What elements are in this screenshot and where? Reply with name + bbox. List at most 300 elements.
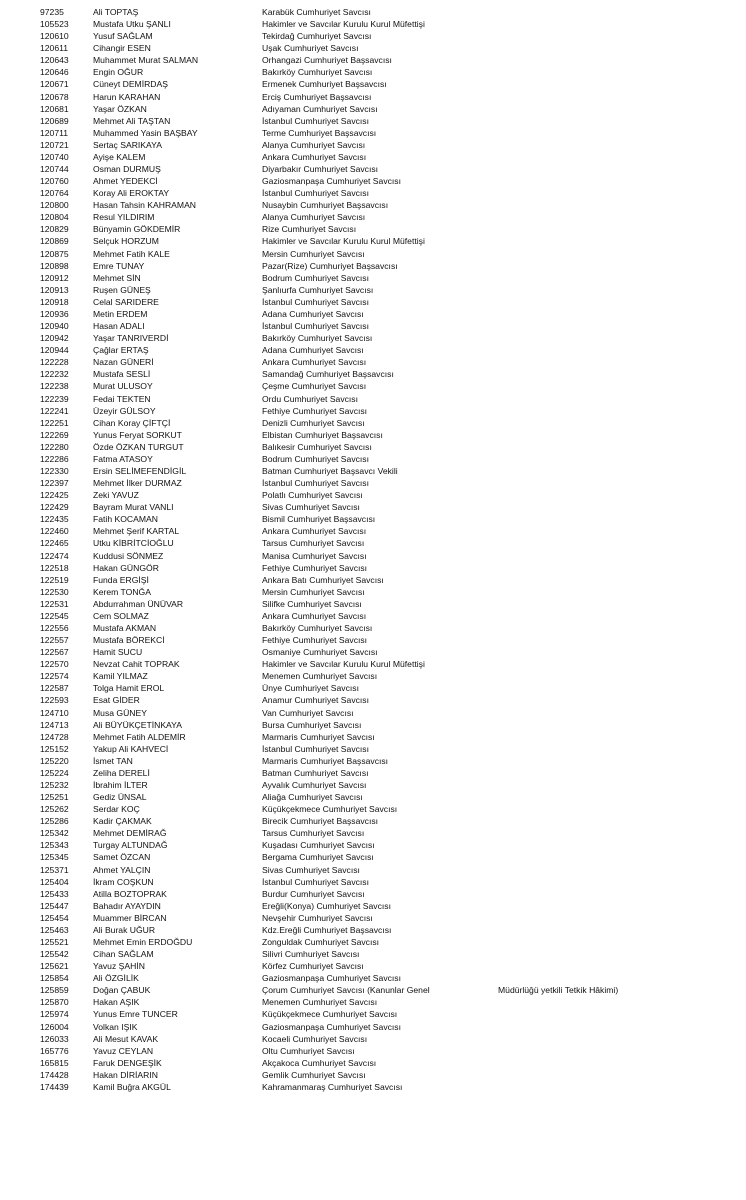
position-title: Terme Cumhuriyet Başsavcısı [262, 127, 377, 138]
list-item [0, 477, 746, 489]
position-title: Mersin Cumhuriyet Savcısı [262, 248, 365, 259]
registry-number: 122530 [40, 586, 69, 597]
person-name: Sertaç SARIKAYA [93, 139, 162, 150]
position-title: Pazar(Rize) Cumhuriyet Başsavcısı [262, 260, 398, 271]
registry-number: 122570 [40, 659, 69, 670]
person-name: Tolga Hamit EROL [93, 683, 165, 694]
position-title: Osmaniye Cumhuriyet Savcısı [262, 647, 378, 658]
registry-number: 122228 [40, 357, 69, 368]
person-name: Funda ERGİŞİ [93, 574, 149, 585]
position-title: Batman Cumhuriyet Savcısı [262, 767, 369, 778]
list-item [0, 66, 746, 78]
person-name: Fatma ATASOY [93, 453, 153, 464]
registry-number: 125621 [40, 961, 69, 972]
person-name: Yavuz CEYLAN [93, 1045, 154, 1056]
list-item [0, 368, 746, 380]
list-item [0, 284, 746, 296]
list-item [0, 501, 746, 513]
list-item [0, 815, 746, 827]
position-title: Alanya Cumhuriyet Savcısı [262, 139, 366, 150]
person-name: Mehmet Fatih KALE [93, 248, 170, 259]
list-item [0, 731, 746, 743]
person-name: Mustafa BÖREKCİ [93, 635, 165, 646]
person-name: Samet ÖZCAN [93, 852, 151, 863]
person-name: Ruşen GÜNEŞ [93, 284, 151, 295]
list-item [0, 175, 746, 187]
registry-number: 120940 [40, 321, 69, 332]
list-item [0, 296, 746, 308]
list-item [0, 682, 746, 694]
list-item [0, 646, 746, 658]
person-name: Serdar KOÇ [93, 804, 140, 815]
list-item [0, 54, 746, 66]
list-item [0, 18, 746, 30]
person-name: Mustafa Utku ŞANLI [93, 19, 171, 30]
person-name: Fedai TEKTEN [93, 393, 151, 404]
registry-number: 120875 [40, 248, 69, 259]
registry-number: 122531 [40, 598, 69, 609]
list-item [0, 586, 746, 598]
position-title: Anamur Cumhuriyet Savcısı [262, 695, 369, 706]
person-name: Ahmet YALÇIN [93, 864, 151, 875]
person-name: Cihan SAĞLAM [93, 949, 154, 960]
list-item [0, 260, 746, 272]
list-item [0, 864, 746, 876]
position-title: Gemlik Cumhuriyet Savcısı [262, 1069, 366, 1080]
position-title: Fethiye Cumhuriyet Savcısı [262, 635, 368, 646]
registry-number: 174439 [40, 1081, 69, 1092]
registry-number: 125454 [40, 912, 69, 923]
position-title: İstanbul Cumhuriyet Savcısı [262, 321, 369, 332]
person-name: Cem SOLMAZ [93, 610, 149, 621]
registry-number: 120740 [40, 151, 69, 162]
position-title: Ermenek Cumhuriyet Başsavcısı [262, 79, 387, 90]
person-name: Yunus Emre TUNCER [93, 1009, 178, 1020]
list-item [0, 380, 746, 392]
position-title: Burdur Cumhuriyet Savcısı [262, 888, 365, 899]
list-item [0, 839, 746, 851]
position-title: Polatlı Cumhuriyet Savcısı [262, 490, 363, 501]
position-title: Körfez Cumhuriyet Savcısı [262, 961, 364, 972]
registry-number: 120913 [40, 284, 69, 295]
person-name: Mehmet Fatih ALDEMİR [93, 731, 186, 742]
registry-number: 165815 [40, 1057, 69, 1068]
list-item [0, 803, 746, 815]
person-name: Murat ULUSOY [93, 381, 153, 392]
person-name: Zeliha DERELİ [93, 767, 150, 778]
position-title: Oltu Cumhuriyet Savcısı [262, 1045, 355, 1056]
list-item [0, 562, 746, 574]
person-name: Atilla BOZTOPRAK [93, 888, 167, 899]
list-item [0, 453, 746, 465]
position-title: Adana Cumhuriyet Savcısı [262, 345, 364, 356]
person-name: Hakan GÜNGÖR [93, 562, 159, 573]
position-title: Bakırköy Cumhuriyet Savcısı [262, 333, 373, 344]
person-name: Bünyamin GÖKDEMİR [93, 224, 181, 235]
registry-number: 122238 [40, 381, 69, 392]
position-title: Hakimler ve Savcılar Kurulu Kurul Müfettişi [262, 236, 425, 247]
list-item [0, 248, 746, 260]
list-item [0, 537, 746, 549]
list-item [0, 356, 746, 368]
person-name: Mustafa SESLİ [93, 369, 151, 380]
registry-number: 120681 [40, 103, 69, 114]
position-title: Nevşehir Cumhuriyet Savcısı [262, 912, 373, 923]
position-title: İstanbul Cumhuriyet Savcısı [262, 478, 369, 489]
position-title: Ankara Cumhuriyet Savcısı [262, 526, 367, 537]
position-title: Denizli Cumhuriyet Savcısı [262, 417, 365, 428]
person-name: İkram COŞKUN [93, 876, 154, 887]
person-name: Ali TOPTAŞ [93, 7, 139, 17]
person-name: Cüneyt DEMİRDAŞ [93, 79, 168, 90]
registry-number: 122557 [40, 635, 69, 646]
position-title: Nusaybin Cumhuriyet Başsavcısı [262, 200, 389, 211]
list-item [0, 912, 746, 924]
position-title: Tekirdağ Cumhuriyet Savcısı [262, 31, 372, 42]
person-name: Yakup Ali KAHVECİ [93, 743, 169, 754]
registry-number: 97235 [40, 7, 64, 17]
list-item [0, 320, 746, 332]
registry-number: 125371 [40, 864, 69, 875]
person-name: Çağlar ERTAŞ [93, 345, 149, 356]
registry-number: 125463 [40, 924, 69, 935]
registry-number: 174428 [40, 1069, 69, 1080]
list-item [0, 344, 746, 356]
registry-number: 120829 [40, 224, 69, 235]
registry-number: 125854 [40, 973, 69, 984]
position-title: Fethiye Cumhuriyet Savcısı [262, 562, 368, 573]
position-title: Ereğli(Konya) Cumhuriyet Savcısı [262, 900, 391, 911]
person-name: Resul YILDIRIM [93, 212, 155, 223]
position-title: Bursa Cumhuriyet Savcısı [262, 719, 362, 730]
registry-number: 120671 [40, 79, 69, 90]
list-item [0, 876, 746, 888]
position-title: Kuşadası Cumhuriyet Savcısı [262, 840, 375, 851]
position-title: Elbistan Cumhuriyet Başsavcısı [262, 429, 383, 440]
position-title: Alanya Cumhuriyet Savcısı [262, 212, 366, 223]
registry-number: 122593 [40, 695, 69, 706]
position-title: İstanbul Cumhuriyet Savcısı [262, 296, 369, 307]
registry-number: 122241 [40, 405, 69, 416]
registry-number: 125345 [40, 852, 69, 863]
registry-number: 122474 [40, 550, 69, 561]
registry-number: 125220 [40, 755, 69, 766]
list-item [0, 888, 746, 900]
position-title: Bakırköy Cumhuriyet Savcısı [262, 622, 373, 633]
registry-number: 122567 [40, 647, 69, 658]
position-title: Diyarbakır Cumhuriyet Savcısı [262, 164, 379, 175]
registry-number: 120898 [40, 260, 69, 271]
position-title: Bakırköy Cumhuriyet Savcısı [262, 67, 373, 78]
registry-number: 125232 [40, 780, 69, 790]
list-item [0, 6, 746, 18]
person-name: Bayram Murat VANLI [93, 502, 174, 513]
list-item [0, 1021, 746, 1033]
position-title: Şanlıurfa Cumhuriyet Savcısı [262, 284, 374, 295]
list-item [0, 513, 746, 525]
registry-number: 120944 [40, 345, 69, 356]
position-title: Gaziosmanpaşa Cumhuriyet Savcısı [262, 1021, 401, 1032]
person-name: Yunus Feryat SORKUT [93, 429, 182, 440]
person-name: Mehmet SİN [93, 272, 141, 283]
registry-number: 165776 [40, 1045, 69, 1056]
list-item [0, 489, 746, 501]
list-item [0, 984, 746, 996]
registry-number: 124728 [40, 731, 69, 742]
registry-number: 125343 [40, 840, 69, 851]
person-name: Kadir ÇAKMAK [93, 816, 152, 827]
position-title: İstanbul Cumhuriyet Savcısı [262, 115, 369, 126]
list-item [0, 972, 746, 984]
position-title: Ordu Cumhuriyet Savcısı [262, 393, 358, 404]
registry-number: 122587 [40, 683, 69, 694]
registry-number: 105523 [40, 19, 69, 30]
person-name: Esat GİDER [93, 695, 140, 706]
person-name: Volkan IŞIK [93, 1021, 138, 1032]
registry-number: 122429 [40, 502, 69, 513]
registry-number: 122545 [40, 610, 69, 621]
person-name: Kamil Buğra AKGÜL [93, 1081, 171, 1092]
registry-number: 122519 [40, 574, 69, 585]
position-title: Ankara Cumhuriyet Savcısı [262, 151, 367, 162]
list-item [0, 767, 746, 779]
list-item [0, 223, 746, 235]
list-item [0, 743, 746, 755]
list-item [0, 187, 746, 199]
position-title: Hakimler ve Savcılar Kurulu Kurul Müfettişi [262, 659, 425, 670]
registry-number: 120912 [40, 272, 69, 283]
position-title: Sivas Cumhuriyet Savcısı [262, 502, 360, 513]
registry-number: 125433 [40, 888, 69, 899]
position-title: İstanbul Cumhuriyet Savcısı [262, 188, 369, 199]
position-title: Marmaris Cumhuriyet Başsavcısı [262, 755, 389, 766]
person-name: Kuddusi SÖNMEZ [93, 550, 164, 561]
position-title: Aliağa Cumhuriyet Savcısı [262, 792, 363, 803]
list-item [0, 900, 746, 912]
list-item [0, 996, 746, 1008]
list-item [0, 103, 746, 115]
list-item [0, 658, 746, 670]
list-item [0, 429, 746, 441]
list-item [0, 719, 746, 731]
person-name: Harun KARAHAN [93, 91, 161, 102]
person-name: Mehmet Şerif KARTAL [93, 526, 180, 537]
registry-number: 125404 [40, 876, 69, 887]
person-name: Gediz ÜNSAL [93, 792, 147, 803]
person-name: Muhammet Murat SALMAN [93, 55, 199, 66]
position-title: Kdz.Ereğli Cumhuriyet Başsavcısı [262, 924, 392, 935]
person-name: Osman DURMUŞ [93, 164, 161, 175]
registry-number: 120918 [40, 296, 69, 307]
position-title: Karabük Cumhuriyet Savcısı [262, 7, 371, 17]
registry-number: 120764 [40, 188, 69, 199]
person-name: Hamit SUCU [93, 647, 143, 658]
registry-number: 125224 [40, 767, 69, 778]
registry-number: 120942 [40, 333, 69, 344]
list-item [0, 779, 746, 791]
registry-number: 125974 [40, 1009, 69, 1020]
position-title: Ankara Batı Cumhuriyet Savcısı [262, 574, 384, 585]
person-name: Yavuz ŞAHİN [93, 961, 145, 972]
position-title: Samandağ Cumhuriyet Başsavcısı [262, 369, 394, 380]
position-title: Hakimler ve Savcılar Kurulu Kurul Müfettişi [262, 19, 425, 30]
registry-number: 122239 [40, 393, 69, 404]
person-name: Mehmet Ali TAŞTAN [93, 115, 171, 126]
person-name: Zeki YAVUZ [93, 490, 139, 501]
person-name: Mehmet Emin ERDOĞDU [93, 937, 193, 948]
registry-number: 125859 [40, 985, 69, 996]
list-item [0, 960, 746, 972]
list-item [0, 936, 746, 948]
position-title: Manisa Cumhuriyet Savcısı [262, 550, 367, 561]
registry-number: 122269 [40, 429, 69, 440]
position-title: Bismil Cumhuriyet Başsavcısı [262, 514, 376, 525]
registry-number: 120643 [40, 55, 69, 66]
position-title: Uşak Cumhuriyet Savcısı [262, 43, 359, 54]
person-name: Ali ÖZGİLİK [93, 973, 139, 984]
position-title: Ankara Cumhuriyet Savcısı [262, 357, 367, 368]
list-item [0, 598, 746, 610]
position-title: Erciş Cumhuriyet Başsavcısı [262, 91, 372, 102]
list-item [0, 393, 746, 405]
person-name: Mehmet DEMİRAĞ [93, 828, 167, 839]
list-item [0, 525, 746, 537]
position-title: Kahramanmaraş Cumhuriyet Savcısı [262, 1081, 403, 1092]
list-item [0, 151, 746, 163]
person-name: Hakan AŞIK [93, 997, 140, 1008]
person-name: Faruk DENGEŞİK [93, 1057, 162, 1068]
registry-number: 122251 [40, 417, 69, 428]
position-title: Bodrum Cumhuriyet Savcısı [262, 272, 369, 283]
registry-number: 120936 [40, 308, 69, 319]
person-name: Turgay ALTUNDAĞ [93, 840, 168, 851]
person-name: Muammer BİRCAN [93, 912, 167, 923]
registry-number: 122397 [40, 478, 69, 489]
personnel-list [0, 6, 746, 1093]
person-name: Abdurrahman ÜNÜVAR [93, 598, 184, 609]
person-name: Metin ERDEM [93, 308, 148, 319]
registry-number: 125542 [40, 949, 69, 960]
person-name: Hakan DİRİARIN [93, 1069, 158, 1080]
registry-number: 122556 [40, 622, 69, 633]
position-title: Gaziosmanpaşa Cumhuriyet Savcısı [262, 973, 401, 984]
position-title: Adana Cumhuriyet Savcısı [262, 308, 364, 319]
position-title: Adıyaman Cumhuriyet Savcısı [262, 103, 378, 114]
registry-number: 125152 [40, 743, 69, 754]
registry-number: 124710 [40, 707, 69, 718]
person-name: Hasan Tahsin KAHRAMAN [93, 200, 197, 211]
list-item [0, 441, 746, 453]
registry-number: 122330 [40, 465, 69, 476]
person-name: Nazan GÜNERİ [93, 357, 154, 368]
list-item [0, 308, 746, 320]
registry-number: 120610 [40, 31, 69, 42]
position-title: Küçükçekmece Cumhuriyet Savcısı [262, 804, 398, 815]
list-item [0, 1069, 746, 1081]
list-item [0, 417, 746, 429]
registry-number: 120678 [40, 91, 69, 102]
list-item [0, 634, 746, 646]
person-name: Mustafa AKMAN [93, 622, 157, 633]
registry-number: 120721 [40, 139, 69, 150]
position-title: Sivas Cumhuriyet Savcısı [262, 864, 360, 875]
list-item [0, 211, 746, 223]
list-item [0, 163, 746, 175]
list-item [0, 610, 746, 622]
person-name: Musa GÜNEY [93, 707, 147, 718]
list-item [0, 694, 746, 706]
registry-number: 120689 [40, 115, 69, 126]
registry-number: 122286 [40, 453, 69, 464]
list-item [0, 924, 746, 936]
position-title: Çorum Cumhuriyet Savcısı (Kanunlar Genel [262, 985, 430, 996]
position-title: Menemen Cumhuriyet Savcısı [262, 997, 378, 1008]
list-item [0, 948, 746, 960]
person-name: Yusuf SAĞLAM [93, 31, 153, 42]
person-name: Ali BÜYÜKÇETİNKAYA [93, 719, 182, 730]
position-title: İstanbul Cumhuriyet Savcısı [262, 876, 369, 887]
list-item [0, 851, 746, 863]
list-item [0, 1045, 746, 1057]
person-name: Ali Mesut KAVAK [93, 1033, 159, 1044]
list-item [0, 272, 746, 284]
list-item [0, 115, 746, 127]
registry-number: 120869 [40, 236, 69, 247]
list-item [0, 199, 746, 211]
position-title: Bergama Cumhuriyet Savcısı [262, 852, 374, 863]
registry-number: 120711 [40, 127, 69, 138]
registry-number: 120744 [40, 164, 69, 175]
registry-number: 122518 [40, 562, 69, 573]
registry-number: 120646 [40, 67, 69, 78]
list-item [0, 574, 746, 586]
registry-number: 125286 [40, 816, 69, 827]
registry-number: 126004 [40, 1021, 69, 1032]
person-name: Cihan Koray ÇİFTÇİ [93, 417, 171, 428]
person-name: Doğan ÇABUK [93, 985, 151, 996]
registry-number: 120760 [40, 176, 69, 187]
list-item [0, 1008, 746, 1020]
list-item [0, 827, 746, 839]
position-title: Orhangazi Cumhuriyet Başsavcısı [262, 55, 392, 66]
person-name: Yaşar ÖZKAN [93, 103, 147, 114]
list-item [0, 405, 746, 417]
person-name: Ayişe KALEM [93, 151, 146, 162]
list-item [0, 622, 746, 634]
position-title: İstanbul Cumhuriyet Savcısı [262, 743, 369, 754]
list-item [0, 707, 746, 719]
registry-number: 125521 [40, 937, 69, 948]
person-name: Ali Burak UĞUR [93, 924, 156, 935]
list-item [0, 1033, 746, 1045]
registry-number: 120611 [40, 43, 69, 54]
position-title: Tarsus Cumhuriyet Savcısı [262, 828, 365, 839]
list-item [0, 235, 746, 247]
person-name: Yaşar TANRIVERDİ [93, 333, 169, 344]
list-item [0, 332, 746, 344]
person-name: Fatih KOCAMAN [93, 514, 158, 525]
person-name: Nevzat Cahit TOPRAK [93, 659, 180, 670]
registry-number: 125342 [40, 828, 69, 839]
position-title: Bodrum Cumhuriyet Savcısı [262, 453, 369, 464]
registry-number: 125262 [40, 804, 69, 815]
registry-number: 125447 [40, 900, 69, 911]
registry-number: 122232 [40, 369, 69, 380]
registry-number: 122460 [40, 526, 69, 537]
person-name: Üzeyir GÜLSOY [93, 405, 156, 416]
person-name: Muhammed Yasin BAŞBAY [93, 127, 198, 138]
list-item [0, 670, 746, 682]
